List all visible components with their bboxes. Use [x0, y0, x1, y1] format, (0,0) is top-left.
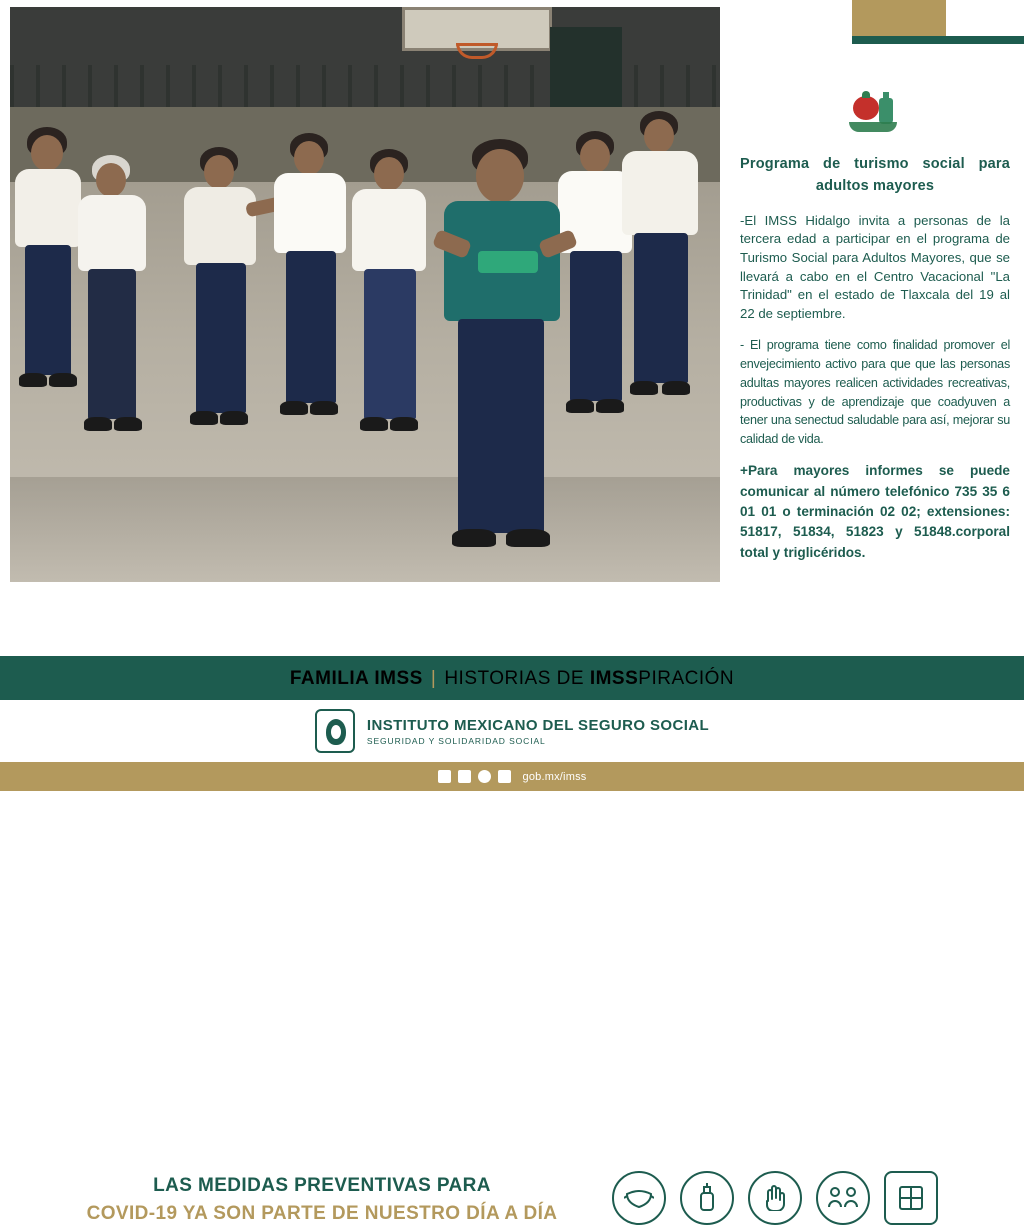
photo-ground-shadow [10, 477, 720, 582]
institution-tagline: SEGURIDAD Y SOLIDARIDAD SOCIAL [366, 735, 546, 746]
footer-bar [0, 762, 1024, 791]
panel-paragraph-3: +Para mayores informes se puede comunicar al número telefónico 735 35 6 01 01 o terminación 02 02; extensiones: 51817, 51834, 51823 y 51848.corporal total y triglicéridos. [740, 463, 1010, 560]
band-right-suffix: PIRACIÓN [638, 668, 735, 689]
covid-line-2: COVID-19 YA SON PARTE DE NUESTRO DÍA A DÍA [86, 1203, 558, 1224]
hand-sanitizer-icon [680, 1171, 734, 1225]
top-bar-white-right [946, 0, 1024, 36]
info-panel [720, 62, 1024, 582]
tomato-bottle-icon [847, 92, 903, 140]
band-right-prefix: HISTORIAS DE [444, 668, 590, 689]
covid-line-1: LAS MEDIDAS PREVENTIVAS PARA [153, 1175, 491, 1196]
band-text [0, 668, 1024, 690]
covid-icon-row [612, 1171, 938, 1225]
panel-paragraph-1: -El IMSS Hidalgo invita a personas de la tercera edad a participar en el programa de Turismo Social para Adultos Mayores, que se llevará a cabo en el Centro Vacacional "La Trinidad" en el estado de Tlaxcala del 19 al 22 de septiembre. [740, 212, 1010, 322]
panel-title: Programa de turismo social para adultos mayores [740, 156, 1010, 194]
ventilation-window-icon [884, 1171, 938, 1225]
band-separator: | [430, 668, 437, 689]
band-left-text: FAMILIA IMSS [289, 668, 423, 689]
social-distance-icon [816, 1171, 870, 1225]
band-right-bold: IMSS [589, 668, 639, 689]
facebook-icon[interactable] [438, 770, 451, 783]
main-photograph [10, 7, 720, 582]
covid-message [62, 1175, 582, 1225]
face-mask-icon [612, 1171, 666, 1225]
top-bar-green-right [946, 36, 1024, 44]
wash-hands-icon [748, 1171, 802, 1225]
top-bar-gold-block [852, 0, 946, 36]
imss-eagle-seal-icon [315, 709, 355, 753]
institution-logo-block [0, 700, 1024, 762]
institution-name: INSTITUTO MEXICANO DEL SEGURO SOCIAL [366, 716, 710, 734]
top-bar-green-left [852, 36, 946, 44]
instagram-icon[interactable] [498, 770, 511, 783]
youtube-icon[interactable] [478, 770, 491, 783]
footer-url[interactable]: gob.mx/imss [522, 770, 587, 783]
panel-paragraph-2: - El programa tiene como finalidad promover el envejecimiento activo para que que las personas adultas mayores realicen actividades recreativas, productivas y de aprendizaje que coadyuven a tener una senectud saludable para así, mejorar su calidad de vida. [740, 337, 1010, 447]
twitter-icon[interactable] [458, 770, 471, 783]
